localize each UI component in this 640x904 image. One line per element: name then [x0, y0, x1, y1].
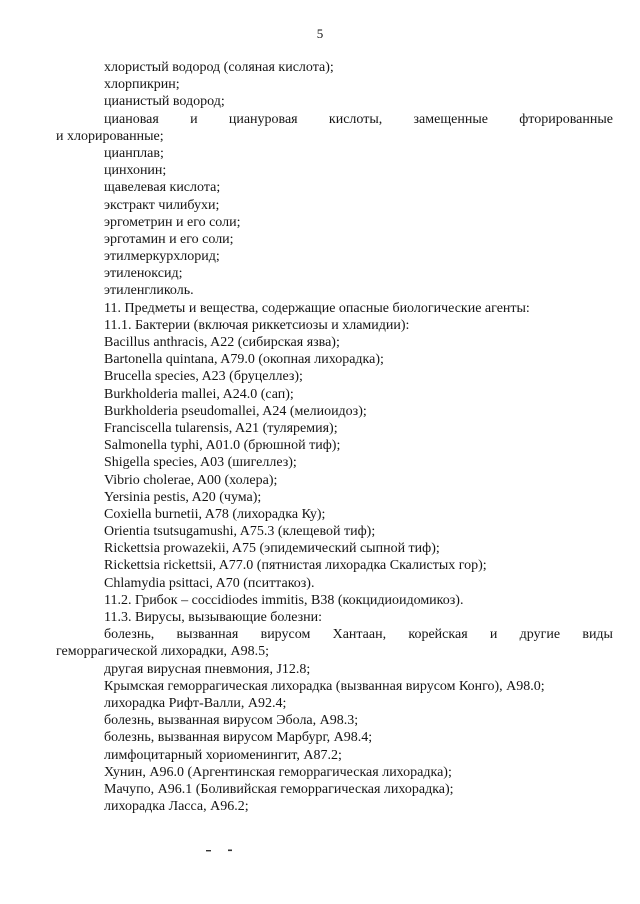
list-line: Brucella species, A23 (бруцеллез);	[104, 369, 303, 385]
list-line: Franciscella tularensis, A21 (туляремия);	[104, 420, 338, 436]
list-line: лимфоцитарный хориоменингит, A87.2;	[104, 747, 342, 763]
list-line: Bartonella quintana, A79.0 (окопная лихорадка);	[104, 352, 384, 368]
list-line: эргометрин и его соли;	[104, 214, 241, 230]
word: кислоты,	[328, 111, 383, 127]
list-line: этилмеркурхлорид;	[104, 249, 220, 265]
list-block-chemicals-top	[56, 59, 613, 111]
list-line: Крымская геморрагическая лихорадка (вызванная вирусом Конго), A98.0;	[104, 678, 545, 694]
word: фторированные	[519, 111, 613, 127]
list-line: Yersinia pestis, A20 (чума);	[104, 489, 262, 505]
list-line: хлористый водород (соляная кислота);	[104, 60, 334, 75]
paragraph-hantaan	[56, 626, 613, 660]
list-line: Chlamydia psittaci, A70 (пситтакоз).	[104, 575, 315, 591]
justified-line	[56, 626, 613, 643]
word: циануровая	[228, 111, 298, 127]
list-line: Rickettsia prowazekii, A75 (эпидемический сыпной тиф);	[104, 541, 440, 557]
list-line: болезнь, вызванная вирусом Эбола, A98.3;	[104, 713, 359, 729]
list-line: цианистый водород;	[104, 94, 225, 110]
list-line: экстракт чилибухи;	[104, 197, 220, 213]
word: корейская	[408, 627, 468, 643]
list-line: Vibrio cholerae, A00 (холера);	[104, 472, 278, 488]
list-line: 11.2. Грибок – coccidiodes immitis, B38 (кокцидиоидомикоз).	[104, 592, 464, 608]
justified-line	[56, 111, 613, 128]
list-line: Orientia tsutsugamushi, A75.3 (клещевой тиф);	[104, 524, 376, 540]
list-line: Salmonella typhi, A01.0 (брюшной тиф);	[104, 438, 341, 454]
word: виды	[582, 627, 613, 643]
word: Хантаан,	[332, 627, 387, 643]
word: замещенные	[413, 111, 488, 127]
list-line: хлорпикрин;	[104, 77, 180, 93]
word: вирусом	[260, 627, 311, 643]
list-line: Хунин, A96.0 (Аргентинская геморрагическая лихорадка);	[104, 764, 452, 780]
list-line: другая вирусная пневмония, J12.8;	[104, 661, 311, 677]
word: другие	[519, 627, 561, 643]
list-line: цинхонин;	[104, 163, 167, 179]
list-line: этиленоксид;	[104, 266, 183, 282]
list-line: Coxiella burnetii, A78 (лихорадка Ку);	[104, 506, 326, 522]
paragraph-cyanuric-acids	[56, 111, 613, 145]
list-line: Burkholderia mallei, A24.0 (сап);	[104, 386, 294, 402]
page-number: 5	[316, 26, 324, 41]
word: и	[190, 111, 198, 127]
list-line: 11.1. Бактерии (включая риккетсиозы и хламидии):	[104, 317, 410, 333]
list-line: 11. Предметы и вещества, содержащие опасные биологические агенты:	[104, 300, 530, 316]
continuation-line: и хлорированные;	[56, 128, 164, 144]
list-line: этиленгликоль.	[104, 283, 194, 299]
list-line: щавелевая кислота;	[104, 180, 221, 196]
list-line: 11.3. Вирусы, вызывающие болезни:	[104, 610, 322, 625]
list-block-main	[56, 145, 613, 626]
list-line: Мачупо, A96.1 (Боливийская геморрагическая лихорадка);	[104, 781, 454, 797]
list-line: эрготамин и его соли;	[104, 231, 234, 247]
scan-artifact-mark	[206, 848, 236, 854]
word: вызванная	[176, 627, 239, 643]
list-line: цианплав;	[104, 145, 164, 161]
list-line: лихорадка Рифт-Валли, A92.4;	[104, 695, 287, 711]
list-line: Rickettsia rickettsii, A77.0 (пятнистая лихорадка Скалистых гор);	[104, 558, 487, 574]
continuation-line: геморрагической лихорадки, A98.5;	[56, 644, 270, 660]
list-line: Burkholderia pseudomallei, A24 (мелиоидоз);	[104, 403, 367, 419]
list-line: Bacillus anthracis, A22 (сибирская язва);	[104, 335, 340, 350]
list-line: Shigella species, A03 (шигеллез);	[104, 455, 297, 471]
list-line: лихорадка Ласса, A96.2;	[104, 799, 249, 815]
list-line: болезнь, вызванная вирусом Марбург, A98.4;	[104, 730, 373, 746]
document-body	[56, 59, 613, 815]
word: циановая	[104, 111, 159, 127]
list-block-viruses	[56, 661, 613, 816]
word: болезнь,	[104, 627, 155, 643]
word: и	[489, 627, 498, 643]
